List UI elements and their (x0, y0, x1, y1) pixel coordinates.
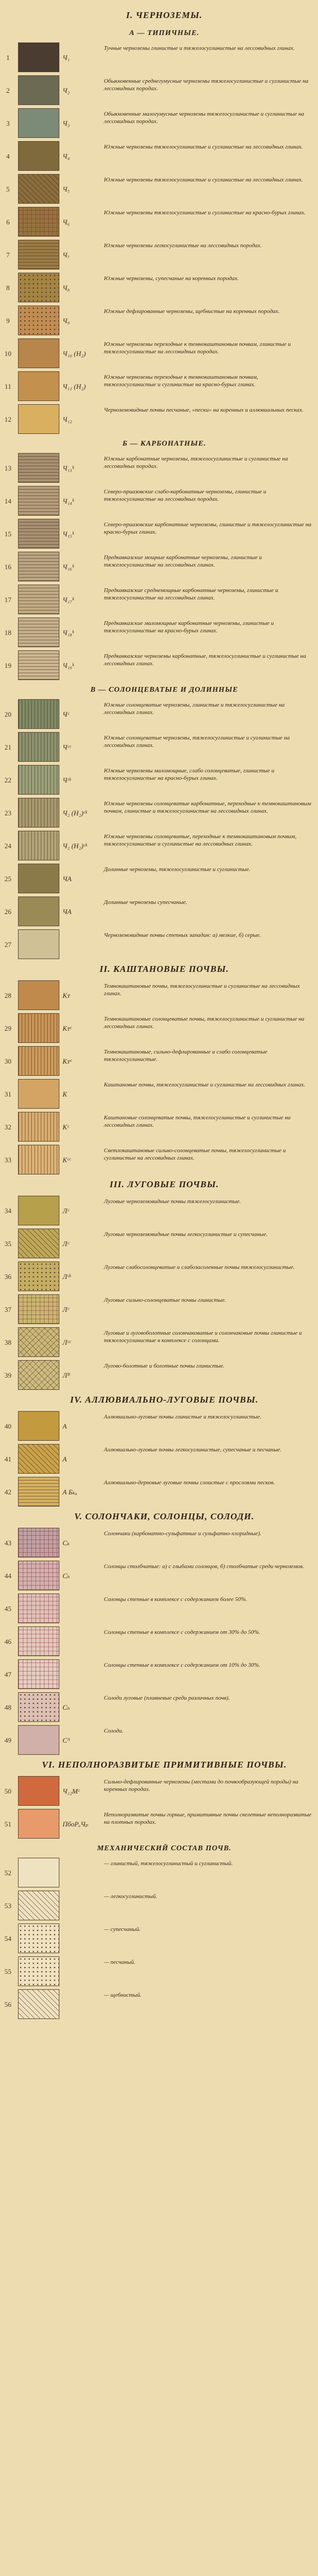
legend-number: 30 (4, 1057, 12, 1065)
legend-row (0, 1955, 318, 1988)
legend-swatch (18, 831, 59, 860)
legend-swatch (18, 1858, 59, 1887)
legend-number: 23 (4, 809, 12, 817)
legend-code: Ч₁₂Мᶜ (63, 1787, 80, 1795)
legend-number: 37 (4, 1306, 12, 1313)
legend-number: 10 (4, 350, 12, 358)
legend-description: Солонцы степные в комплексе с содержанием более 50%. (104, 1596, 248, 1603)
legend-swatch (18, 207, 59, 237)
section-heading: VI. НЕПОЛНОРАЗВИТЫЕ ПРИМИТИВНЫЕ ПОЧВЫ. (42, 1760, 287, 1770)
legend-description: Северо-приазовские карбонатные черноземы, глинистые и тяжелосуглинистые на красно-бурых глинах. (104, 521, 312, 535)
legend-code: А (63, 1455, 67, 1463)
legend-swatch (18, 1360, 59, 1390)
legend-number: 38 (4, 1338, 12, 1346)
legend-row (0, 1326, 318, 1359)
legend-row (0, 518, 318, 551)
legend-code: Кᴛᶜ (63, 1057, 72, 1065)
legend-code: ЧА (63, 875, 72, 883)
legend-description: Луговые черноземовидные почвы тяжелосуглинистые. (104, 1198, 241, 1205)
legend-description: Луговые сильно-солонцеватые почвы глинистые. (104, 1297, 226, 1303)
legend-swatch (18, 141, 59, 171)
legend-description: Сильно-дефлированные черноземы (местами до почвообразующей породы) на коренных породах. (104, 1779, 298, 1792)
legend-row (0, 1527, 318, 1560)
legend-row (0, 272, 318, 304)
legend-description: Черноземовидные почвы песчаные, «пески» на коренных и аллювиальных песках. (104, 407, 304, 413)
legend-code: Ч₄ (63, 152, 70, 160)
legend-code: Кᴛ (63, 991, 70, 999)
legend-description: Темнокаштановые почвы, тяжелосуглинистые и суглинистые на лессовидных глинах. (104, 983, 300, 997)
legend-swatch (18, 617, 59, 647)
legend-number: 54 (4, 1935, 12, 1943)
legend-swatch (18, 1989, 59, 2019)
legend-swatch (18, 897, 59, 926)
legend-number: 6 (6, 218, 10, 226)
legend-code: Ч₃ (63, 119, 70, 127)
legend-number: 49 (4, 1736, 12, 1744)
legend-description: Неполноразвитые почвы горные, примитивные почвы скелетные неполноразвитые на плотных породах. (104, 1812, 312, 1825)
legend-swatch (18, 1013, 59, 1043)
legend-code: К (63, 1090, 67, 1098)
legend-number: 2 (6, 86, 10, 94)
legend-row (0, 1260, 318, 1293)
legend-swatch (18, 42, 59, 72)
legend-number: 14 (4, 497, 12, 505)
legend-code: Ч₁₀ (Н₂) (63, 350, 86, 358)
legend-swatch (18, 1561, 59, 1590)
legend-description: Солонцы степные в комплексе с содержанием от 10% до 30%. (104, 1662, 261, 1668)
legend-number: 25 (4, 875, 12, 883)
legend-code: Чᶜᵏ (63, 776, 72, 784)
legend-description: Светлокаштановые сильно-солонцеватые почвы, тяжелосуглинистые и суглинистые на лессовидных глинах. (104, 1147, 286, 1161)
legend-number: 34 (4, 1207, 12, 1215)
legend-description: Аллювиально-луговые почвы легкосуглинистые, супесчаные и песчаные. (104, 1447, 282, 1453)
legend-swatch (18, 1079, 59, 1109)
legend-code: Ч₈ (63, 284, 70, 292)
legend-number: 50 (4, 1787, 12, 1795)
legend-swatch (18, 1327, 59, 1357)
legend-swatch (18, 75, 59, 105)
legend-row (0, 304, 318, 337)
section-heading: III. ЛУГОВЫЕ ПОЧВЫ. (109, 1179, 219, 1189)
legend-description: Южные черноземы солонцеватые, переходные к темнокаштановым почвам, тяжелосуглинистые и суглинистые на лессовидных глинах. (104, 833, 297, 847)
legend-swatch (18, 1725, 59, 1755)
legend-number: 52 (4, 1869, 12, 1877)
legend-description: Предкавказские мощные карбонатные черноземы, глинистые и тяжелосуглинистые на лессовидных глинах. (104, 554, 262, 568)
legend-row (0, 731, 318, 764)
legend-row (0, 551, 318, 584)
legend-swatch (18, 1659, 59, 1689)
legend-row (0, 1808, 318, 1841)
legend-description: Предкавказские черноземы карбонатные, тяжелосуглинистые и суглинистые на лессовидных глинах. (104, 653, 306, 667)
legend-code: Чᶜᶜ (63, 743, 71, 751)
legend-description: Солоди луговые (плавневые среди различных почв). (104, 1695, 230, 1701)
legend-number: 20 (4, 710, 12, 718)
legend-swatch (18, 371, 59, 401)
legend-row (0, 584, 318, 616)
legend-row (0, 1476, 318, 1509)
legend-code: Ч₇ (63, 251, 70, 259)
legend-row (0, 979, 318, 1012)
legend-number: 24 (4, 842, 12, 850)
legend-swatch (18, 929, 59, 959)
legend-row (0, 337, 318, 370)
legend-swatch (18, 240, 59, 269)
legend-row (0, 1857, 318, 1890)
legend-number: 55 (4, 1968, 12, 1975)
legend-code: Сₕ (63, 1572, 70, 1580)
legend-code: Ч₉ (63, 317, 70, 325)
legend-description: — песчаный. (104, 1959, 136, 1965)
legend-code: Ч₅ (63, 185, 70, 193)
legend-swatch (18, 585, 59, 614)
legend-swatch (18, 552, 59, 581)
legend-code: Ч₁₅ᵏ (63, 530, 74, 538)
legend-description: — щебнистый. (104, 1992, 142, 1998)
legend-number: 41 (4, 1455, 12, 1463)
legend-code: Лᶜ (63, 1207, 69, 1215)
legend-swatch (18, 1891, 59, 1920)
legend-swatch (18, 732, 59, 762)
legend-swatch (18, 338, 59, 368)
legend-description: Южные черноземы тяжелосуглинистые и суглинистые на лессовидных глинах. (104, 144, 303, 150)
legend-description: Южные дефлированные черноземы, щебнистые на коренных породах. (104, 308, 280, 315)
legend-code: Лᴮ (63, 1371, 70, 1379)
subsection-heading: А — ТИПИЧНЫЕ. (129, 29, 200, 37)
legend-number: 48 (4, 1703, 12, 1711)
legend-number: 40 (4, 1422, 12, 1430)
legend-swatch (18, 1692, 59, 1722)
legend-number: 28 (4, 991, 12, 999)
legend-code: Лᶜᶜ (63, 1338, 71, 1346)
legend-code: Ч₂ (63, 86, 70, 94)
legend-code: Сᴬ (63, 1736, 70, 1744)
legend-number: 26 (4, 908, 12, 916)
legend-description: Южные солонцеватые черноземы, глинистые и тяжелосуглинистые на лессовидных глинах. (104, 702, 285, 716)
legend-number: 27 (4, 941, 12, 948)
legend-description: Южные черноземы, супесчаные на коренных породах. (104, 275, 239, 282)
legend-description: Южные черноземы маломощные, слабо солонцеватые, глинистые и тяжелосуглинистые на красно-бурых глинах. (104, 768, 275, 781)
legend-number: 29 (4, 1024, 12, 1032)
legend-swatch (18, 1261, 59, 1291)
legend-code: А Бₖₐ (63, 1488, 77, 1496)
legend-row (0, 1890, 318, 1922)
legend-description: Южные черноземы тяжелосуглинистые и суглинистые на лессовидных глинах. (104, 177, 303, 183)
legend-description: Солончаки (карбонатно-сульфатные и сульфатно-хлоридные). (104, 1530, 261, 1537)
legend-row (0, 1625, 318, 1658)
legend-code: Чᶜ (63, 710, 69, 718)
legend-code: ПбᴏРᵤЧₚ (63, 1820, 89, 1828)
legend-number: 42 (4, 1488, 12, 1496)
legend-number: 45 (4, 1605, 12, 1613)
legend-number: 16 (4, 563, 12, 571)
legend-description: Луговые черноземовидные почвы легкосуглинистые и супесчаные. (104, 1231, 268, 1238)
legend-swatch (18, 1046, 59, 1076)
legend-swatch (18, 864, 59, 893)
legend-code: А (63, 1422, 67, 1430)
legend-row (0, 928, 318, 961)
legend-row (0, 452, 318, 485)
legend-number: 46 (4, 1638, 12, 1646)
legend-row (0, 1691, 318, 1724)
legend-swatch (18, 519, 59, 549)
legend-description: — легкосуглинистый. (104, 1893, 157, 1900)
legend-description: Южные черноземы переходные к темнокаштановым почвам, глинистые и тяжелосуглинистые на лессовидных породах. (104, 341, 291, 355)
legend-row (0, 74, 318, 107)
legend-number: 19 (4, 662, 12, 669)
legend-swatch (18, 1112, 59, 1142)
legend-row (0, 764, 318, 797)
legend-number: 51 (4, 1820, 12, 1828)
legend-swatch (18, 273, 59, 302)
legend-swatch (18, 699, 59, 729)
legend-row (0, 1443, 318, 1476)
legend-description: Темнокаштановые солонцеватые почвы, тяжелосуглинистые и суглинистые на лессовидных глинах. (104, 1016, 305, 1030)
legend-description: Предкавказские маломощные карбонатные черноземы, глинистые и тяжелосуглинистые на красно-бурых глинах. (104, 620, 274, 634)
legend-code: Кᴛᶜ (63, 1024, 72, 1032)
legend-number: 31 (4, 1090, 12, 1098)
legend-number: 22 (4, 776, 12, 784)
legend-description: — супесчаный. (104, 1926, 141, 1933)
legend-swatch (18, 1594, 59, 1623)
legend-number: 43 (4, 1539, 12, 1547)
legend-row (0, 1658, 318, 1691)
legend-code: Кᶜ (63, 1123, 69, 1131)
legend-description: Аллювиально-дерновые луговые почвы слоистые с прослоями песков. (104, 1480, 275, 1486)
legend-row (0, 895, 318, 928)
legend-row (0, 1045, 318, 1078)
legend-row (0, 1592, 318, 1625)
section-heading: V. СОЛОНЧАКИ, СОЛОНЦЫ, СОЛОДИ. (74, 1511, 254, 1521)
legend-swatch (18, 1229, 59, 1258)
legend-code: Лᶜ (63, 1240, 69, 1248)
legend-number: 9 (6, 317, 10, 325)
legend-code: Ч₁₂ (63, 415, 72, 423)
legend-row (0, 616, 318, 649)
legend-description: Луговые слабосолонцеватые и слабозасоленные почвы тяжелосуглинистые. (104, 1264, 295, 1270)
legend-number: 4 (6, 152, 10, 160)
legend-number: 18 (4, 629, 12, 637)
legend-row (0, 41, 318, 74)
legend-number: 13 (4, 464, 12, 472)
legend-description: Южные карбонатные черноземы, тяжелосуглинистые и суглинистые на лессовидных породах. (104, 456, 288, 469)
legend-number: 53 (4, 1902, 12, 1910)
legend-number: 21 (4, 743, 12, 751)
legend-description: Долинные черноземы, тяжелосуглинистые и суглинистые. (104, 866, 251, 873)
legend-swatch (18, 765, 59, 795)
subsection-heading: МЕХАНИЧЕСКИЙ СОСТАВ ПОЧВ. (97, 1844, 232, 1852)
legend-row (0, 1775, 318, 1808)
legend-number: 3 (6, 119, 10, 127)
legend-number: 56 (4, 2000, 12, 2008)
legend-number: 8 (6, 284, 10, 292)
legend-swatch (18, 108, 59, 138)
legend-row (0, 206, 318, 239)
legend-row (0, 107, 318, 140)
legend-code: Сₕ (63, 1703, 70, 1711)
legend-description: Лугово-болотные и болотные почвы глинистые. (104, 1363, 225, 1369)
legend-code: Ч₂ (Н₂)ᶜᵏ (63, 842, 87, 850)
legend-swatch (18, 650, 59, 680)
legend-description: Каштановые солонцеватые почвы, тяжелосуглинистые и суглинистые на лессовидных глинах. (104, 1115, 291, 1128)
legend-code: Ч₁₈ᵏ (63, 629, 74, 637)
subsection-heading: Б — КАРБОНАТНЫЕ. (122, 440, 206, 448)
legend-number: 33 (4, 1156, 12, 1164)
legend-swatch (18, 174, 59, 204)
section-heading: II. КАШТАНОВЫЕ ПОЧВЫ. (100, 964, 229, 974)
legend-number: 7 (6, 251, 10, 259)
legend-code: Лᶜ (63, 1306, 69, 1313)
legend-swatch (18, 980, 59, 1010)
legend-swatch (18, 306, 59, 335)
legend-row (0, 649, 318, 682)
legend-row (0, 830, 318, 863)
legend-swatch (18, 1145, 59, 1174)
legend-description: Обыкновенные малогумусные черноземы тяжелосуглинистые и суглинистые на лессовидных породах. (104, 111, 304, 125)
legend-description: — глинистый, тяжелосуглинистый и суглинистый. (104, 1860, 233, 1867)
legend-swatch (18, 1528, 59, 1557)
legend-swatch (18, 486, 59, 516)
legend-swatch (18, 1809, 59, 1839)
legend-description: Луговые и луговоболотные солончаковатые и солончаковые почвы глинистые и тяжелосуглинистые в комплексе с солонцами. (104, 1330, 302, 1344)
legend-row (0, 1560, 318, 1592)
section-heading: IV. АЛЛЮВИАЛЬНО-ЛУГОВЫЕ ПОЧВЫ. (70, 1395, 259, 1405)
legend-description: Черноземовидные почвы степных западин: а) мелкие, б) серые. (104, 932, 261, 938)
legend-description: Солонцы степные в комплексе с содержанием от 30% до 50%. (104, 1629, 261, 1635)
legend-description: Южные солонцеватые черноземы, тяжелосуглинистые и суглинистые на лессовидных глинах. (104, 735, 290, 749)
legend-code: Ч₂ (Н₂)ᶜᵏ (63, 809, 87, 817)
legend-number: 5 (6, 185, 10, 193)
legend-code: Ч₁ (63, 54, 70, 62)
legend-row (0, 1195, 318, 1228)
legend-number: 35 (4, 1240, 12, 1248)
legend-row (0, 370, 318, 403)
legend-row (0, 1922, 318, 1955)
legend-swatch (18, 1411, 59, 1441)
legend-row (0, 239, 318, 272)
legend-row (0, 403, 318, 436)
legend-row (0, 797, 318, 830)
legend-description: Предкавказские среднемощные карбонатные черноземы, глинистые и тяжелосуглинистые на лессовидных глинах. (104, 587, 278, 601)
legend-row (0, 485, 318, 518)
legend-description: Северо-приазовские слабо-карбонатные черноземы, глинистые и тяжелосуглинистые на лессовидных породах. (104, 489, 267, 502)
legend-code: Ч₁₃ᵏ (63, 464, 74, 472)
legend-swatch (18, 453, 59, 483)
legend-row (0, 1144, 318, 1177)
legend-code: Ч₁₇ᵏ (63, 596, 74, 604)
legend-code: Ч₁₄ᵏ (63, 497, 74, 505)
legend-row (0, 1410, 318, 1443)
legend-swatch (18, 1294, 59, 1324)
legend-description: Южные черноземы тяжелосуглинистые и суглинистые на красно-бурых глинах. (104, 210, 306, 216)
legend-description: Тучные черноземы глинистые и тяжелосуглинистые на лессовидных глинах. (104, 45, 295, 51)
legend-code: Ч₆ (63, 218, 70, 226)
legend-row (0, 1111, 318, 1144)
legend-number: 1 (6, 54, 10, 62)
legend-row (0, 1078, 318, 1111)
legend-swatch (18, 404, 59, 434)
legend-row (0, 863, 318, 895)
legend-swatch (18, 1924, 59, 1953)
legend-number: 15 (4, 530, 12, 538)
legend-row (0, 173, 318, 206)
legend-row (0, 1359, 318, 1392)
legend-description: Аллювиально-луговые почвы глинистые и тяжелосуглинистые. (104, 1414, 262, 1420)
legend-row (0, 1988, 318, 2021)
legend-code: Ч₁₉ᵏ (63, 662, 74, 669)
subsection-heading: В — СОЛОНЦЕВАТЫЕ И ДОЛИННЫЕ (90, 686, 238, 694)
legend-row (0, 1012, 318, 1045)
legend-number: 36 (4, 1273, 12, 1281)
legend-number: 32 (4, 1123, 12, 1131)
legend-code: Сₖ (63, 1539, 70, 1547)
legend-code: ЧА (63, 908, 72, 916)
legend-number: 44 (4, 1572, 12, 1580)
legend-description: Солонцы столбчатые: а) с глыбами солонцов, б) столбчатые среди черноземов. (104, 1563, 304, 1570)
legend-row (0, 140, 318, 173)
legend-number: 39 (4, 1371, 12, 1379)
legend-swatch (18, 1626, 59, 1656)
legend-number: 12 (4, 415, 12, 423)
legend-row (0, 1293, 318, 1326)
legend-code: Ч₁₁ (Н₂) (63, 382, 86, 390)
legend-swatch (18, 1444, 59, 1474)
legend-description: Каштановые почвы, тяжелосуглинистые и суглинистые на лессовидных глинах. (104, 1082, 305, 1088)
legend-number: 17 (4, 596, 12, 604)
legend-code: Ч₁₆ᵏ (63, 563, 74, 571)
legend-description: Обыкновенные среднегумусные черноземы тяжелосуглинистые и суглинистые на лессовидных породах. (104, 78, 308, 92)
legend-swatch (18, 1776, 59, 1806)
legend-code: Кᶜᶜ (63, 1156, 71, 1164)
legend-description: Темнокаштановые, сильно-дефлированные и слабо солонцеватые тяжелосуглинистые. (104, 1049, 268, 1063)
legend-row (0, 1228, 318, 1260)
legend-swatch (18, 798, 59, 828)
legend-code: Лᶜᵏ (63, 1273, 71, 1281)
legend-swatch (18, 1196, 59, 1225)
legend-description: Южные черноземы солонцеватые карбонатные, переходные к темнокаштановым почвам, глинистые и тяжелосуглинистые на лессовидных глинах. (104, 800, 311, 814)
legend-description: Южные черноземы легкосуглинистые на лессовидных породах. (104, 242, 262, 249)
legend-row (0, 698, 318, 731)
legend-description: Южные черноземы переходные к темнокаштановым почвам, тяжелосуглинистые и суглинистые на красно-бурых глинах. (104, 374, 259, 388)
legend-description: Долинные черноземы супесчаные. (104, 899, 188, 906)
legend-number: 47 (4, 1670, 12, 1678)
legend-row (0, 1724, 318, 1757)
legend-swatch (18, 1477, 59, 1507)
legend-number: 11 (4, 382, 12, 390)
legend-swatch (18, 1956, 59, 1986)
legend-description: Солоди. (104, 1728, 123, 1734)
section-heading: I. ЧЕРНОЗЕМЫ. (126, 10, 202, 20)
